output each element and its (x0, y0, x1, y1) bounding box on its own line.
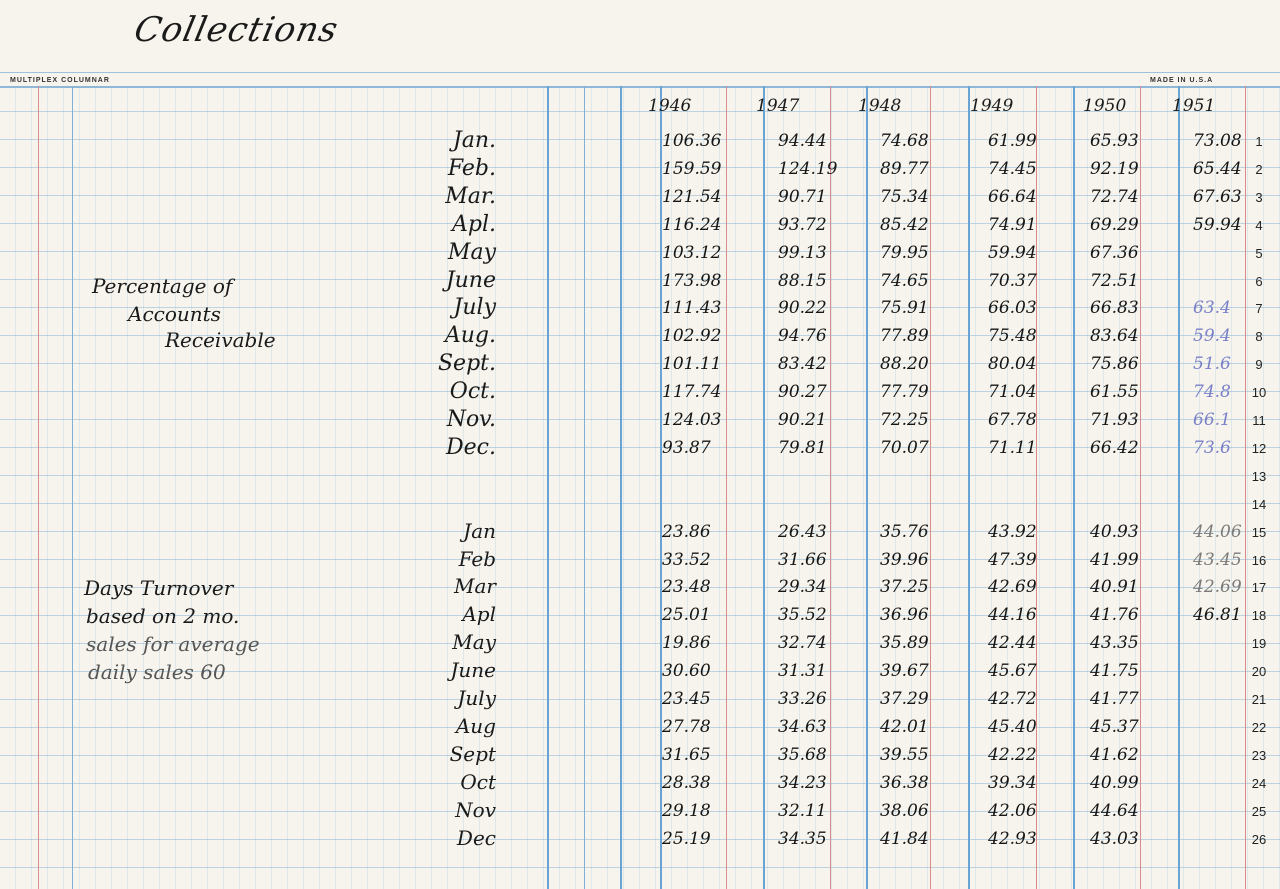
header-rule (0, 72, 1280, 73)
data-cell: 31.66 (778, 549, 827, 570)
section2-note-line: based on 2 mo. (86, 604, 240, 628)
row-number: 16 (1251, 552, 1267, 568)
month-label: May (447, 239, 496, 265)
month-label: Feb. (447, 155, 496, 181)
row-number: 18 (1251, 608, 1267, 624)
data-cell: 173.98 (662, 270, 722, 291)
data-cell: 40.99 (1090, 772, 1139, 793)
data-cell: 103.12 (662, 242, 722, 263)
column-rule-red (1140, 86, 1141, 889)
month-label: Sept (449, 741, 496, 766)
data-cell: 74.65 (880, 270, 929, 291)
data-cell: 31.31 (778, 661, 827, 682)
data-cell: 43.35 (1090, 633, 1139, 654)
data-cell: 43.45 (1193, 549, 1242, 570)
data-cell: 93.87 (662, 437, 711, 458)
year-header: 1947 (756, 96, 800, 116)
data-cell: 45.67 (988, 661, 1037, 682)
month-label: Nov (455, 797, 496, 822)
data-cell: 99.13 (778, 242, 827, 263)
month-label: Apl (462, 602, 496, 627)
data-cell: 69.29 (1090, 214, 1139, 235)
data-cell: 23.45 (662, 689, 711, 709)
data-cell: 101.11 (662, 354, 722, 375)
data-cell: 117.74 (662, 382, 722, 403)
data-cell: 39.55 (880, 744, 929, 765)
data-cell: 72.25 (880, 410, 929, 430)
data-cell: 41.62 (1090, 744, 1139, 765)
data-cell: 33.26 (778, 689, 827, 709)
data-cell: 32.11 (778, 800, 827, 821)
data-cell: 79.81 (778, 437, 827, 458)
row-number: 21 (1251, 692, 1267, 707)
month-label: Feb (458, 546, 496, 571)
data-cell: 39.67 (880, 661, 929, 682)
row-number: 15 (1251, 524, 1267, 540)
data-cell: 66.42 (1090, 437, 1139, 458)
data-cell: 93.72 (778, 214, 827, 235)
data-cell: 88.15 (778, 270, 827, 291)
data-cell: 35.52 (778, 605, 827, 626)
data-cell: 75.86 (1090, 354, 1139, 375)
data-cell: 90.22 (778, 298, 827, 319)
data-cell: 121.54 (662, 186, 722, 207)
data-cell: 23.48 (662, 577, 711, 598)
data-cell: 25.19 (662, 828, 711, 849)
data-cell: 25.01 (662, 605, 711, 626)
section1-note-line: Receivable (165, 328, 276, 352)
origin-label: MADE IN U.S.A (1150, 77, 1214, 84)
row-number: 24 (1251, 775, 1267, 791)
month-label: Jan (463, 518, 496, 543)
row-number: 2 (1255, 161, 1263, 177)
data-cell: 27.78 (662, 716, 711, 737)
page-title: Collections (130, 10, 343, 50)
row-number: 19 (1251, 636, 1267, 652)
data-cell: 40.93 (1090, 521, 1139, 542)
data-cell: 40.91 (1090, 577, 1139, 598)
data-cell: 41.76 (1090, 605, 1139, 626)
data-cell: 29.34 (778, 577, 827, 598)
row-number: 12 (1251, 440, 1267, 456)
month-label: June (450, 658, 496, 683)
month-label: Mar. (445, 183, 496, 209)
data-cell: 51.6 (1193, 354, 1231, 375)
month-label: May (452, 630, 496, 655)
data-cell: 77.79 (880, 382, 929, 403)
data-cell: 44.64 (1090, 800, 1139, 821)
year-header: 1946 (648, 96, 692, 116)
data-cell: 70.37 (988, 270, 1037, 291)
row-number: 7 (1255, 301, 1263, 317)
column-rule (1073, 86, 1075, 889)
data-cell: 41.84 (880, 828, 929, 849)
data-cell: 90.21 (778, 410, 827, 430)
month-label: Jan. (452, 128, 496, 153)
data-cell: 75.34 (880, 186, 929, 207)
row-number: 26 (1251, 831, 1267, 847)
data-cell: 124.03 (662, 410, 722, 430)
month-label: Oct. (449, 379, 496, 405)
data-cell: 35.76 (880, 521, 929, 542)
data-cell: 33.52 (662, 549, 711, 570)
data-cell: 42.01 (880, 716, 929, 737)
data-cell: 71.04 (988, 382, 1037, 403)
data-cell: 67.63 (1193, 186, 1242, 207)
column-rule (1178, 86, 1180, 889)
row-number: 11 (1252, 413, 1266, 428)
data-cell: 88.20 (880, 354, 929, 375)
data-cell: 42.69 (1193, 577, 1242, 598)
data-cell: 92.19 (1090, 158, 1139, 179)
month-label: Aug (455, 713, 496, 738)
data-cell: 44.16 (988, 605, 1037, 626)
data-cell: 28.38 (662, 772, 711, 793)
month-label: Dec. (446, 434, 496, 460)
data-cell: 41.99 (1090, 549, 1139, 570)
data-cell: 45.40 (988, 716, 1037, 737)
data-cell: 124.19 (778, 158, 838, 179)
data-cell: 75.48 (988, 326, 1037, 347)
data-cell: 106.36 (662, 131, 722, 151)
data-cell: 63.4 (1193, 298, 1231, 319)
column-rule (620, 86, 622, 889)
row-number: 22 (1251, 719, 1267, 735)
data-cell: 47.39 (988, 549, 1037, 570)
data-cell: 42.44 (988, 633, 1037, 654)
data-cell: 34.35 (778, 828, 827, 849)
section2-note-line: sales for average (86, 632, 260, 656)
data-cell: 71.93 (1090, 410, 1139, 430)
data-cell: 90.27 (778, 382, 827, 403)
section1-note-line: Accounts (128, 302, 221, 326)
section1-note-line: Percentage of (92, 274, 233, 298)
data-cell: 83.42 (778, 354, 827, 375)
row-number: 1 (1255, 134, 1263, 149)
data-cell: 85.42 (880, 214, 929, 235)
row-number: 5 (1255, 245, 1263, 261)
data-cell: 34.63 (778, 716, 827, 737)
column-rule-red (726, 86, 727, 889)
row-number: 14 (1251, 496, 1267, 512)
data-cell: 36.38 (880, 772, 929, 793)
data-cell: 42.72 (988, 689, 1037, 709)
data-cell: 74.68 (880, 131, 929, 151)
data-cell: 74.45 (988, 158, 1037, 179)
column-rule (866, 86, 868, 889)
year-header: 1948 (858, 96, 902, 116)
month-label: July (457, 686, 496, 710)
section2-note-line: Days Turnover (84, 576, 234, 600)
column-rule (968, 86, 970, 889)
data-cell: 89.77 (880, 158, 929, 179)
data-cell: 43.92 (988, 521, 1037, 542)
margin-rule (72, 86, 73, 889)
row-number: 13 (1251, 468, 1267, 484)
data-cell: 32.74 (778, 633, 827, 654)
data-cell: 43.03 (1090, 828, 1139, 849)
data-cell: 74.91 (988, 214, 1037, 235)
data-cell: 42.93 (988, 828, 1037, 849)
row-number: 25 (1251, 803, 1267, 819)
month-label: July (453, 295, 496, 321)
column-rule-red (930, 86, 931, 889)
row-number: 23 (1251, 747, 1267, 763)
data-cell: 80.04 (988, 354, 1037, 375)
data-cell: 23.86 (662, 521, 711, 542)
data-cell: 74.8 (1193, 382, 1231, 403)
data-cell: 36.96 (880, 605, 929, 626)
data-cell: 65.93 (1090, 131, 1139, 151)
year-header: 1949 (970, 96, 1014, 116)
brand-label: MULTIPLEX COLUMNAR (10, 77, 110, 84)
data-cell: 39.96 (880, 549, 929, 570)
data-cell: 66.1 (1193, 410, 1231, 430)
month-label: Nov. (446, 407, 496, 432)
data-cell: 35.89 (880, 633, 929, 654)
data-cell: 46.81 (1193, 605, 1242, 626)
data-cell: 77.89 (880, 326, 929, 347)
year-header: 1950 (1083, 96, 1127, 116)
row-number: 6 (1255, 273, 1263, 289)
data-cell: 70.07 (880, 437, 929, 458)
row-number: 9 (1255, 357, 1263, 373)
data-cell: 159.59 (662, 158, 722, 179)
column-rule-red (830, 86, 831, 889)
data-cell: 66.64 (988, 186, 1037, 207)
data-cell: 79.95 (880, 242, 929, 263)
data-cell: 29.18 (662, 800, 711, 821)
column-rule (584, 86, 585, 889)
column-rule-red (1245, 86, 1246, 889)
month-label: Dec (456, 825, 496, 850)
month-label: Oct (460, 769, 496, 794)
data-cell: 37.25 (880, 577, 929, 598)
row-number: 17 (1251, 580, 1267, 596)
row-number: 10 (1251, 385, 1267, 401)
data-cell: 90.71 (778, 186, 827, 207)
row-number: 20 (1251, 664, 1267, 680)
data-cell: 73.08 (1193, 131, 1242, 151)
data-cell: 37.29 (880, 689, 929, 709)
margin-rule-red (38, 86, 39, 889)
data-cell: 72.74 (1090, 186, 1139, 207)
data-cell: 94.44 (778, 131, 827, 151)
data-cell: 31.65 (662, 744, 711, 765)
data-cell: 44.06 (1193, 521, 1242, 542)
data-cell: 26.43 (778, 521, 827, 542)
data-cell: 42.22 (988, 744, 1037, 765)
data-cell: 66.03 (988, 298, 1037, 319)
data-cell: 66.83 (1090, 298, 1139, 319)
data-cell: 65.44 (1193, 158, 1242, 179)
data-cell: 59.4 (1193, 326, 1231, 347)
data-cell: 72.51 (1090, 270, 1139, 291)
data-cell: 41.77 (1090, 689, 1139, 709)
data-cell: 35.68 (778, 744, 827, 765)
data-cell: 73.6 (1193, 437, 1231, 458)
data-cell: 41.75 (1090, 661, 1139, 682)
data-cell: 45.37 (1090, 716, 1139, 737)
data-cell: 83.64 (1090, 326, 1139, 347)
data-cell: 94.76 (778, 326, 827, 347)
data-cell: 75.91 (880, 298, 929, 319)
data-cell: 71.11 (988, 437, 1037, 458)
data-cell: 111.43 (662, 298, 722, 319)
data-cell: 67.36 (1090, 242, 1139, 263)
data-cell: 39.34 (988, 772, 1037, 793)
data-cell: 61.99 (988, 131, 1037, 151)
data-cell: 102.92 (662, 326, 722, 347)
data-cell: 30.60 (662, 661, 711, 682)
data-cell: 116.24 (662, 214, 722, 235)
data-cell: 59.94 (1193, 214, 1242, 235)
data-cell: 61.55 (1090, 382, 1139, 403)
month-label: June (445, 267, 496, 293)
year-header: 1951 (1172, 96, 1216, 116)
month-label: Aug. (444, 323, 496, 349)
data-cell: 67.78 (988, 410, 1037, 430)
data-cell: 19.86 (662, 633, 711, 654)
data-cell: 34.23 (778, 772, 827, 793)
data-cell: 59.94 (988, 242, 1037, 263)
row-number: 8 (1255, 329, 1263, 345)
month-label: Apl. (452, 211, 496, 237)
row-number: 3 (1255, 189, 1263, 205)
section2-note-line: daily sales 60 (88, 660, 226, 684)
month-label: Sept. (437, 351, 496, 377)
data-cell: 42.69 (988, 577, 1037, 598)
data-cell: 38.06 (880, 800, 929, 821)
month-label: Mar (454, 574, 496, 599)
column-rule (547, 86, 549, 889)
data-cell: 42.06 (988, 800, 1037, 821)
row-number: 4 (1255, 217, 1263, 233)
column-rule (763, 86, 765, 889)
